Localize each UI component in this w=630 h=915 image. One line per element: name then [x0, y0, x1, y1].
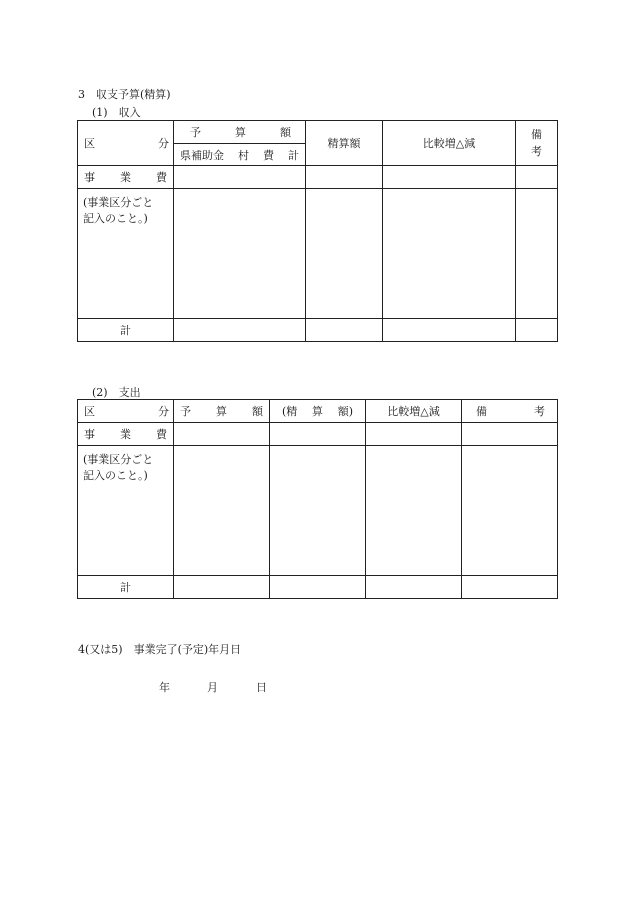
table-row: [78, 189, 558, 319]
income-cell: [516, 319, 558, 342]
income-row-total: 計: [78, 319, 174, 342]
date-day-label: 日: [256, 681, 267, 694]
expense-row-jigyouhi-label: 事 業 費: [78, 423, 174, 446]
expense-cell: [174, 446, 270, 576]
income-cell: [306, 189, 383, 319]
expense-heading: (2) 支出: [92, 386, 141, 399]
table-row: [78, 166, 558, 189]
income-cell: [174, 189, 306, 319]
section3-heading: 3 収支予算(精算): [78, 88, 171, 101]
income-table: [77, 120, 558, 342]
income-cell: [306, 319, 383, 342]
expense-cell: [366, 423, 462, 446]
expense-cell: [462, 446, 558, 576]
date-month-label: 月: [207, 681, 218, 694]
expense-header-settle: (精 算 額): [270, 400, 366, 423]
section4-heading: 4(又は5) 事業完了(予定)年月日: [78, 643, 242, 656]
expense-cell: [270, 446, 366, 576]
table-row: [78, 576, 558, 599]
expense-header-kubun: 区 分: [78, 400, 174, 423]
expense-header-budget: 予 算 額: [174, 400, 270, 423]
expense-table: [77, 399, 558, 599]
income-header-settle: 精算額: [306, 121, 383, 166]
income-cell: [383, 166, 516, 189]
income-cell: [174, 166, 306, 189]
expense-cell: [462, 576, 558, 599]
expense-cell: [366, 576, 462, 599]
table-row: [78, 319, 558, 342]
income-heading: (1) 収入: [92, 106, 141, 119]
expense-row-note: (事業区分ごと 記入のこと。): [78, 446, 174, 576]
expense-cell: [366, 446, 462, 576]
income-cell: [383, 189, 516, 319]
expense-header-remarks: 備 考: [462, 400, 558, 423]
income-cell: [516, 189, 558, 319]
expense-cell: [270, 423, 366, 446]
income-header-budget: 予 算 額: [174, 121, 306, 144]
income-cell: [383, 319, 516, 342]
table-row: [78, 446, 558, 576]
income-header-budget-sub: 県補助金 村 費 計: [174, 144, 306, 166]
income-row-note: (事業区分ごと 記入のこと。): [78, 189, 174, 319]
income-cell: [306, 166, 383, 189]
expense-header-compare: 比較増△減: [366, 400, 462, 423]
expense-row-total: 計: [78, 576, 174, 599]
income-row-jigyouhi-label: 事 業 費: [78, 166, 174, 189]
income-cell: [174, 319, 306, 342]
expense-cell: [174, 576, 270, 599]
table-row: [78, 423, 558, 446]
income-cell: [516, 166, 558, 189]
income-header-kubun: 区 分: [78, 121, 174, 166]
expense-cell: [174, 423, 270, 446]
expense-cell: [462, 423, 558, 446]
date-year-label: 年: [159, 681, 170, 694]
expense-cell: [270, 576, 366, 599]
income-header-remarks: 備 考: [516, 121, 558, 166]
income-header-compare: 比較増△減: [383, 121, 516, 166]
